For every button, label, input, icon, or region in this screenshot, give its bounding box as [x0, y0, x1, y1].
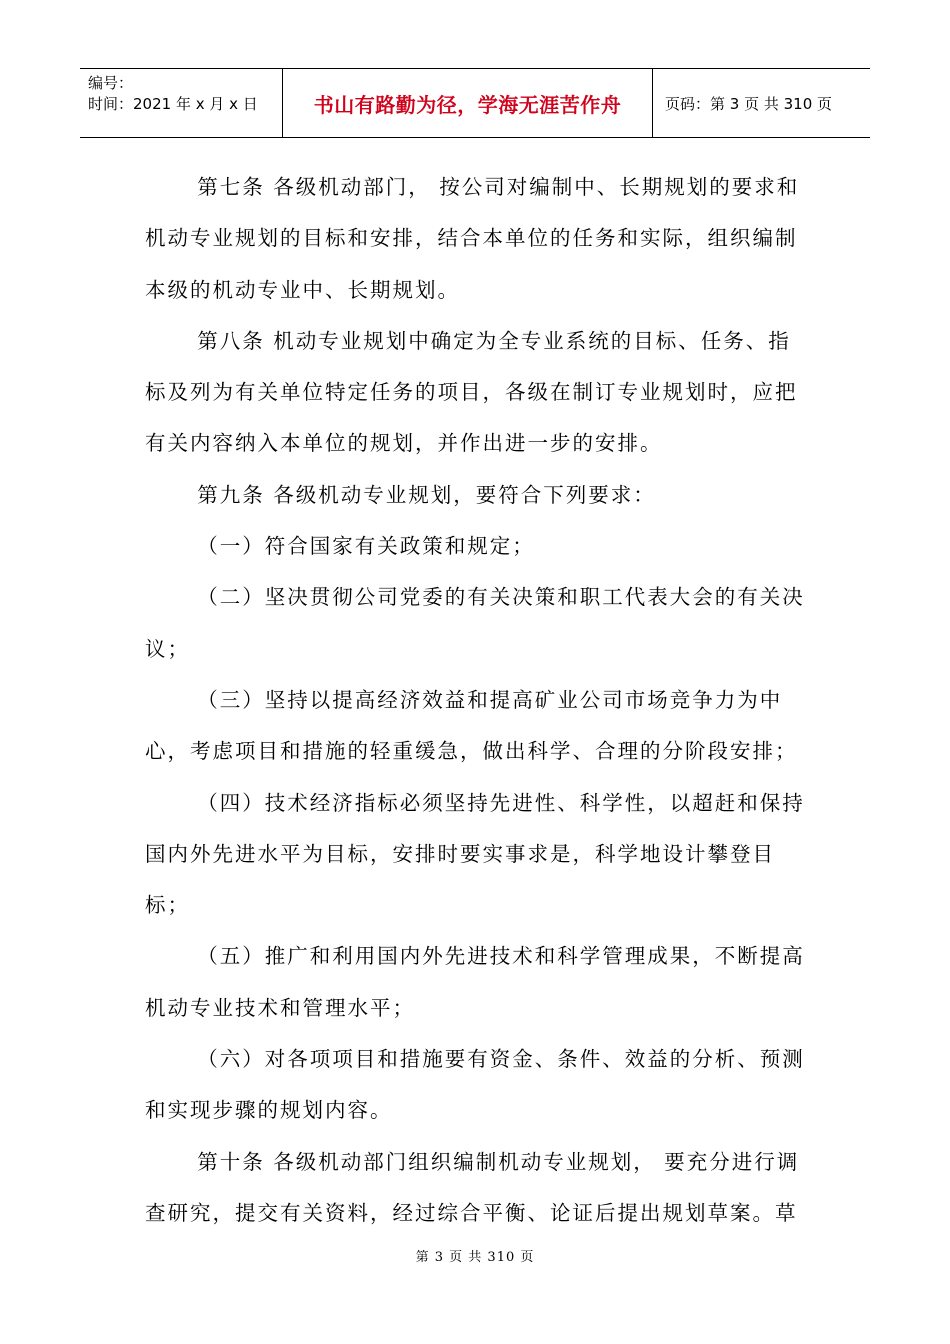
paragraph-article-8: 第八条 机动专业规划中确定为全专业系统的目标、任务、指标及列为有关单位特定任务的项目，各级在制订专业规划时，应把有关内容纳入本单位的规划，并作出进一步的安排。 — [145, 328, 798, 456]
paragraph-item-1: （一）符合国家有关政策和规定； — [197, 534, 535, 559]
header-page-info: 页码：第 3 页 共 310 页 — [665, 94, 833, 113]
paragraph-item-2: （二）坚决贯彻公司党委的有关决策和职工代表大会的有关决议； — [145, 585, 805, 661]
document-number-label: 编号： — [88, 74, 134, 92]
paragraph-item-5: （五）推广和利用国内外先进技术和科学管理成果，不断提高机动专业技术和管理水平； — [145, 944, 805, 1020]
paragraph-article-7: 第七条 各级机动部门， 按公司对编制中、长期规划的要求和机动专业规划的目标和安排，结合本单位的任务和实际，组织编制本级的机动专业中、长期规划。 — [145, 175, 800, 302]
document-header — [80, 68, 870, 138]
header-meta — [80, 69, 283, 137]
paragraph-item-3: （三）坚持以提高经济效益和提高矿业公司市场竞争力为中心，考虑项目和措施的轻重缓急，做出科学、合理的分阶段安排； — [145, 687, 798, 764]
header-motto: 书山有路勤为径，学海无涯苦作舟 — [283, 69, 653, 137]
page-footer: 第 3 页 共 310 页 — [415, 1250, 535, 1265]
paragraph-article-9: 第九条 各级机动专业规划，要符合下列要求： — [197, 482, 656, 507]
paragraph-article-10: 第十条 各级机动部门组织编制机动专业规划， 要充分进行调查研究，提交有关资料，经过综合平衡、论证后提出规划草案。草 — [145, 1149, 800, 1225]
document-date: 时间：2021 年 x 月 x 日 — [88, 95, 258, 113]
document-body — [145, 162, 805, 1239]
paragraph-item-4: （四）技术经济指标必须坚持先进性、科学性，以超赶和保持国内外先进水平为目标，安排时要实事求是，科学地设计攀登目标； — [145, 790, 805, 918]
paragraph-item-6: （六）对各项项目和措施要有资金、条件、效益的分析、预测和实现步骤的规划内容。 — [145, 1047, 805, 1123]
